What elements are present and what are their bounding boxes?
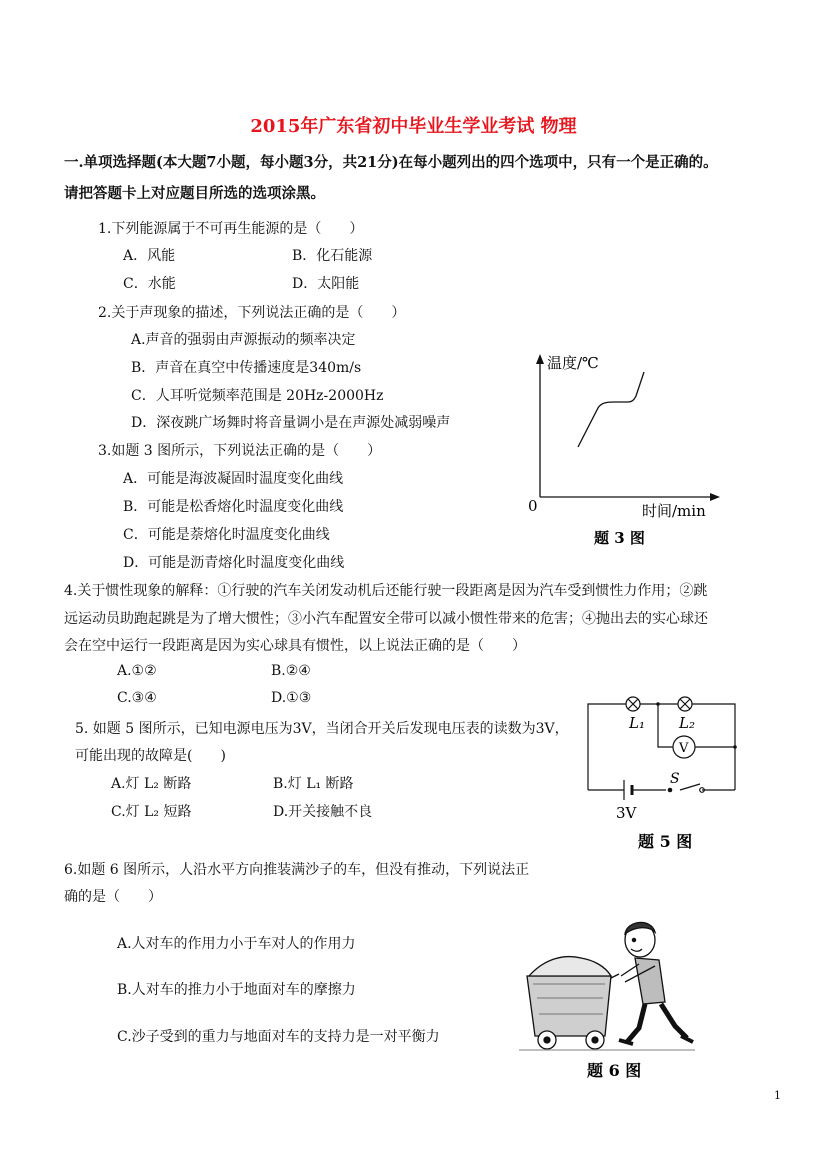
q2-stem: 2.关于声现象的描述，下列说法正确的是（ ） [98,305,406,321]
label-l2: L₂ [679,714,695,732]
cart-body [527,976,611,1036]
q6-line1: 6.如题 6 图所示，人沿水平方向推装满沙子的车，但没有推动，下列说法正 [64,862,530,878]
wire-voltmeter-left [658,704,673,747]
boy-leg-back [661,1004,687,1038]
fig6-caption: 题 6 图 [587,1061,642,1080]
cart-handle [611,974,619,978]
q1-option-d: D．太阳能 [292,276,360,292]
q6-option-a: A.人对车的作用力小于车对人的作用力 [117,936,356,952]
temperature-curve [578,372,644,447]
lamp-l2-cross [680,699,690,709]
q3-option-b: B．可能是松香熔化时温度变化曲线 [123,499,344,515]
q5-option-a: A.灯 L₂ 断路 [111,776,192,792]
q2-option-a: A.声音的强弱由声源振动的频率决定 [131,332,356,348]
sand-pile [529,957,611,976]
label-voltmeter: V [679,741,689,756]
q4-line1: 4.关于惯性现象的解释：①行驶的汽车关闭发动机后还能行驶一段距离是因为汽车受到惯性力作用；②跳 [64,583,708,599]
section-heading-line2: 请把答题卡上对应题目所选的选项涂黑。 [64,185,325,202]
q4-option-b: B.②④ [271,663,311,679]
q1-option-a: A．风能 [123,248,176,264]
x-axis-arrow [710,493,720,501]
q1-stem: 1.下列能源属于不可再生能源的是（ ） [98,221,364,237]
figure-6-boy-pushing-cart [515,918,700,1086]
q3-option-d: D．可能是沥青熔化时温度变化曲线 [123,555,345,571]
q6-line2: 确的是（ ） [64,889,162,905]
boy-eye [632,938,635,941]
wire-left [588,704,626,790]
q1-option-b: B．化石能源 [292,248,373,264]
q3-option-c: C．可能是萘熔化时温度变化曲线 [123,527,330,543]
q4-line2: 远运动员助跑起跳是为了增大惯性；③小汽车配置安全带可以减小惯性带来的危害；④抛出去的实心球还 [64,611,708,627]
cart-hub-left [544,1037,550,1043]
fig3-caption: 题 3 图 [594,529,645,547]
q3-option-a: A．可能是海波凝固时温度变化曲线 [123,471,344,487]
q4-option-d: D.①③ [271,690,312,706]
q4-line3: 会在空中运行一段距离是因为实心球具有惯性，以上说法正确的是（ ） [64,638,526,654]
q5-option-b: B.灯 L₁ 断路 [273,776,354,792]
fig3-origin-label: 0 [528,497,538,515]
q4-option-c: C.③④ [117,690,157,706]
page-title: 2015年广东省初中毕业生学业考试 物理 [250,116,577,137]
q2-option-d: D．深夜跳广场舞时将音量调小是在声源处减弱噪声 [131,415,451,431]
lamp-l1-cross [628,699,638,709]
label-l1: L₁ [629,714,645,732]
q1-option-c: C．水能 [123,276,176,292]
label-source-voltage: 3V [616,804,637,822]
section-heading-line1: 一.单项选择题(本大题7小题，每小题3分，共21分)在每小题列出的四个选项中，只有一个是正确的。 [64,154,718,171]
y-axis-arrow [536,354,544,364]
switch-blade [680,784,700,790]
q6-option-b: B.人对车的推力小于地面对车的摩擦力 [117,982,356,998]
boy-shirt [635,958,665,1004]
fig3-y-label: 温度/℃ [547,354,599,372]
fig3-x-label: 时间/min [642,502,706,520]
q5-line2: 可能出现的故障是( ) [75,748,226,764]
cart-hub-right [592,1037,598,1043]
figure-3-temperature-graph [520,340,720,555]
q4-option-a: A.①② [117,663,157,679]
q5-option-d: D.开关接触不良 [273,804,373,820]
q5-option-c: C.灯 L₂ 短路 [111,804,192,820]
boy-leg-front [627,1004,645,1042]
label-switch: S [670,771,680,787]
page-number: 1 [774,1089,781,1102]
junction-top [656,702,660,706]
q2-option-c: C．人耳听觉频率范围是 20Hz-2000Hz [131,388,384,404]
switch-contact-left [668,788,673,793]
fig5-caption: 题 5 图 [638,832,693,851]
figure-5-circuit [580,692,750,854]
q3-stem: 3.如题 3 图所示，下列说法正确的是（ ） [98,443,382,459]
boy-shoe-back [681,1036,693,1042]
junction-right [733,745,737,749]
q2-option-b: B．声音在真空中传播速度是340m/s [131,360,362,376]
q5-line1: 5. 如题 5 图所示，已知电源电压为3V，当闭合开关后发现电压表的读数为3V， [75,721,569,737]
q6-option-c: C.沙子受到的重力与地面对车的支持力是一对平衡力 [117,1029,440,1045]
